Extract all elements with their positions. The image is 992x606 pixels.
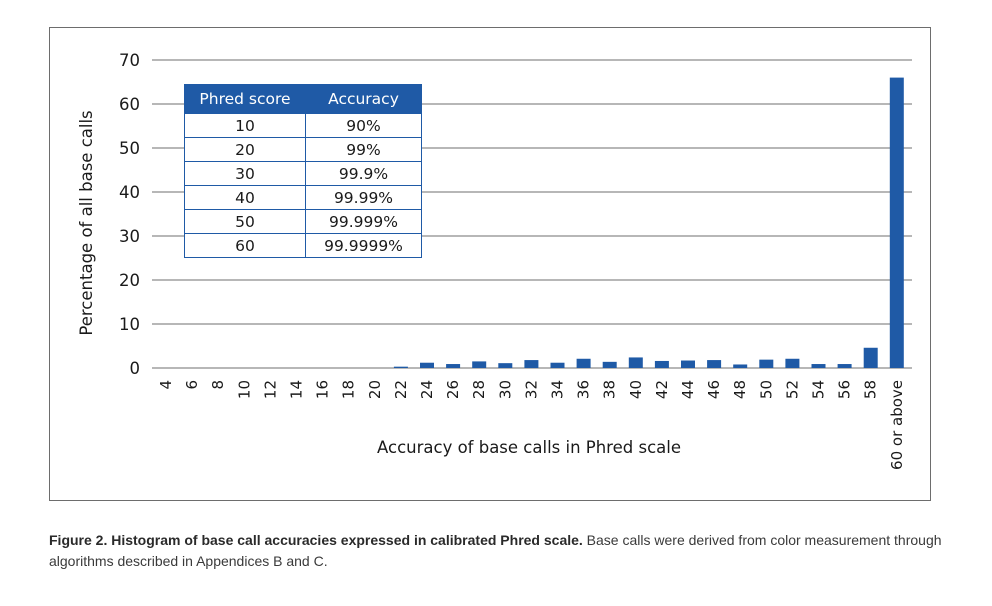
bar-24 — [420, 363, 434, 368]
x-tick-label: 6 — [183, 380, 202, 390]
bar-48 — [733, 364, 747, 368]
table-cell-accuracy: 99.9% — [306, 162, 422, 186]
x-tick-label: 20 — [365, 380, 384, 400]
x-tick-label: 8 — [209, 380, 228, 390]
bar-34 — [551, 363, 565, 368]
x-tick-label: 34 — [548, 380, 567, 400]
table-cell-accuracy: 90% — [306, 114, 422, 138]
x-tick-label: 10 — [235, 380, 254, 400]
x-tick-label: 48 — [731, 380, 750, 400]
bar-56 — [838, 364, 852, 368]
bar-38 — [603, 362, 617, 368]
table-row — [185, 186, 422, 210]
bar-32 — [524, 360, 538, 368]
table-cell-phred: 40 — [185, 186, 306, 210]
bar-52 — [785, 359, 799, 368]
y-tick-label: 70 — [119, 51, 140, 70]
x-tick-label: 42 — [652, 380, 671, 400]
y-tick-label: 10 — [119, 315, 140, 334]
y-tick-label: 50 — [119, 139, 140, 158]
table-cell-accuracy: 99.9999% — [306, 234, 422, 258]
y-tick-label: 30 — [119, 227, 140, 246]
x-tick-label: 14 — [287, 380, 306, 400]
bar-22 — [394, 367, 408, 368]
chart-frame — [49, 27, 931, 501]
bar-58 — [864, 348, 878, 368]
x-tick-label: 58 — [861, 380, 880, 400]
x-tick-label: 32 — [522, 380, 541, 400]
y-axis-label: Percentage of all base calls — [77, 110, 96, 336]
bar-50 — [759, 360, 773, 368]
table-row — [185, 162, 422, 186]
x-tick-label: 56 — [835, 380, 854, 400]
phred-accuracy-table — [184, 84, 422, 258]
x-tick-label: 46 — [705, 380, 724, 400]
x-tick-label: 4 — [157, 380, 175, 390]
table-cell-phred: 50 — [185, 210, 306, 234]
bar-30 — [498, 363, 512, 368]
x-tick-label: 54 — [809, 380, 828, 400]
table-header-phred: Phred score — [185, 85, 306, 114]
table-cell-accuracy: 99.999% — [306, 210, 422, 234]
y-tick-label: 20 — [119, 271, 140, 290]
x-tick-label: 52 — [783, 380, 802, 400]
bar-28 — [472, 361, 486, 368]
bar-46 — [707, 360, 721, 368]
histogram-chart — [50, 28, 930, 500]
table-header-row — [185, 85, 422, 114]
table-cell-phred: 60 — [185, 234, 306, 258]
x-tick-label: 44 — [679, 380, 697, 400]
table-row — [185, 234, 422, 258]
bar-42 — [655, 361, 669, 368]
bar-40 — [629, 357, 643, 368]
x-axis-label: Accuracy of base calls in Phred scale — [377, 438, 681, 457]
x-tick-label: 26 — [444, 380, 463, 400]
x-tick-label: 50 — [757, 380, 776, 400]
table-cell-phred: 30 — [185, 162, 306, 186]
y-tick-label: 60 — [119, 95, 140, 114]
x-tick-label: 12 — [261, 380, 280, 400]
caption-text: Base calls were derived from color measurement through algorithms described in Appendices B and C. — [49, 532, 942, 569]
bar-54 — [812, 364, 826, 368]
table-row — [185, 114, 422, 138]
bar-26 — [446, 364, 460, 368]
y-tick-label: 0 — [129, 359, 140, 378]
x-tick-label: 22 — [391, 380, 410, 400]
x-tick-label: 28 — [470, 380, 489, 400]
x-tick-label: 60 or above — [887, 380, 906, 470]
x-tick-label: 36 — [574, 380, 593, 400]
x-tick-label: 40 — [626, 380, 645, 400]
bar-60-or-above — [890, 78, 904, 368]
table-cell-accuracy: 99.99% — [306, 186, 422, 210]
x-tick-label: 38 — [600, 380, 619, 400]
table-row — [185, 210, 422, 234]
table-cell-phred: 10 — [185, 114, 306, 138]
x-tick-label: 24 — [418, 380, 436, 400]
bar-36 — [577, 359, 591, 368]
figure-caption — [49, 530, 949, 572]
x-tick-label: 16 — [313, 380, 332, 400]
caption-title: Figure 2. Histogram of base call accuracies expressed in calibrated Phred scale. — [49, 532, 583, 548]
table-row — [185, 138, 422, 162]
x-tick-label: 30 — [496, 380, 515, 400]
y-tick-label: 40 — [119, 183, 140, 202]
table-header-accuracy: Accuracy — [306, 85, 422, 114]
bar-44 — [681, 361, 695, 368]
table-cell-phred: 20 — [185, 138, 306, 162]
x-tick-label: 18 — [339, 380, 358, 400]
table-cell-accuracy: 99% — [306, 138, 422, 162]
